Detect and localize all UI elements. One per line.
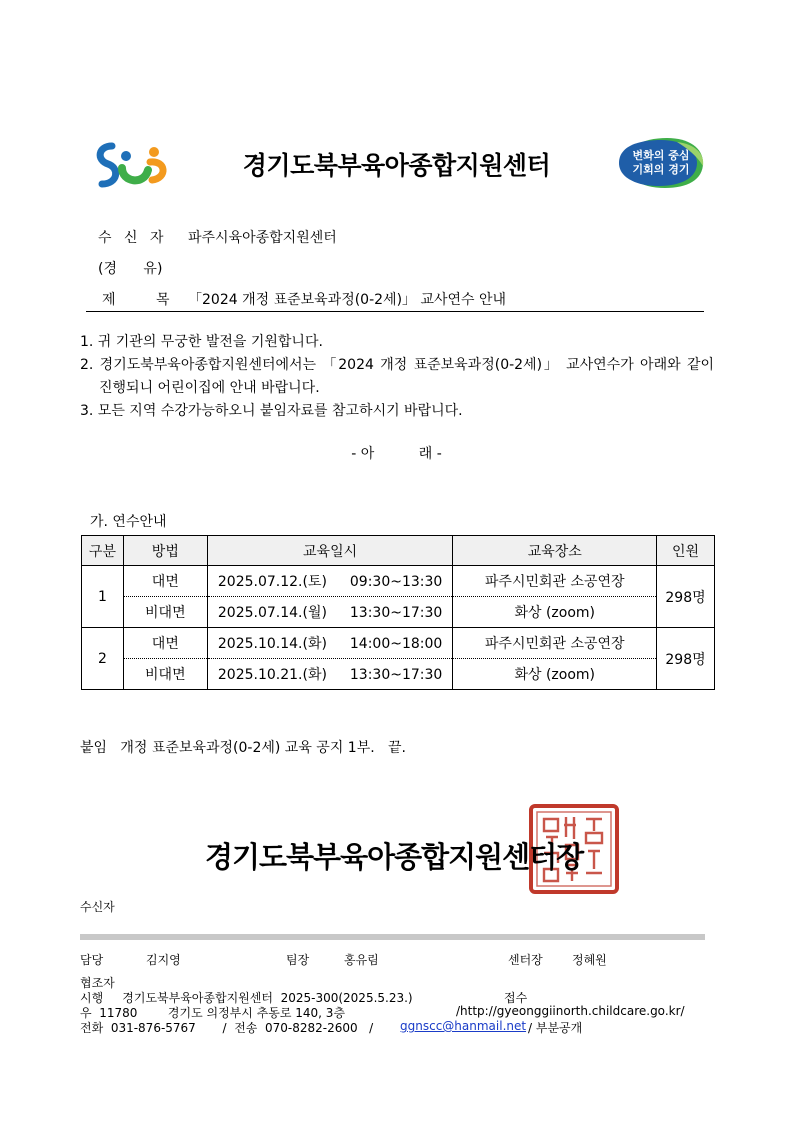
group-no: 2 (82, 628, 124, 690)
approval-row (80, 951, 705, 967)
recipients-label: 수신자 (80, 900, 115, 914)
date-text: 2025.07.14.(월) (217, 605, 327, 621)
method-cell: 대면 (123, 566, 207, 597)
below-note: - 아 래 - (351, 446, 442, 462)
badge-line2: 기회의 경기 (632, 163, 690, 176)
attachment-note: 붙임 개정 표준보육과정(0-2세) 교육 공지 1부. 끝. (80, 740, 407, 756)
date-text: 2025.07.12.(토) (217, 574, 327, 590)
email-link[interactable]: ggnscc@hanmail.net (400, 1019, 527, 1033)
via-row (98, 258, 188, 278)
col-header-count: 인원 (657, 536, 715, 566)
datetime-cell (207, 566, 453, 597)
place-cell: 파주시민회관 소공연장 (453, 628, 657, 659)
org-title: 경기도북부육아종합지원센터 (242, 151, 551, 180)
team-name: 홍유림 (344, 953, 379, 967)
place-cell: 화상 (zoom) (453, 659, 657, 690)
body-line-3: 3. 모든 지역 수강가능하오니 붙임자료를 참고하시기 바랍니다. (80, 403, 463, 419)
enforce-row (80, 989, 705, 1005)
postal-address: 우 11780 경기도 의정부시 추동로 140, 3층 (80, 1006, 346, 1020)
subject-value: 「2024 개정 표준보육과정(0-2세)」 교사연수 안내 (188, 292, 507, 308)
place-cell: 화상 (zoom) (453, 597, 657, 628)
table-row (82, 659, 715, 690)
table-row (82, 597, 715, 628)
count-cell: 298명 (657, 566, 715, 628)
table-header-row (82, 536, 715, 566)
director-name: 정혜원 (572, 953, 607, 967)
footer-bar (80, 934, 705, 940)
date-text: 2025.10.14.(화) (217, 636, 327, 652)
gyeonggi-logo (617, 136, 705, 190)
coop-label: 협조자 (80, 976, 115, 990)
team-label: 팀장 (286, 953, 310, 967)
method-cell: 비대면 (123, 597, 207, 628)
phone-fax: 전화 031-876-5767 / 전송 070-8282-2600 / (80, 1021, 374, 1035)
section-title: 가. 연수안내 (90, 514, 167, 530)
address-row (80, 1004, 705, 1020)
col-header-no: 구분 (82, 536, 124, 566)
charge-label: 담당 (80, 953, 104, 967)
subject-label: 제 목 (102, 292, 170, 308)
schedule-table (81, 535, 715, 690)
recipient-row (98, 227, 337, 247)
method-cell: 비대면 (123, 659, 207, 690)
signatory-title: 경기도북부육아종합지원센터장 (205, 840, 584, 874)
body-line-2-cont: 진행되니 어린이집에 안내 바랍니다. (99, 380, 320, 396)
receipt-label: 접수 (504, 991, 528, 1005)
badge-line1: 변화의 중심 (632, 149, 690, 162)
homepage-url[interactable]: /http://gyeonggiinorth.childcare.go.kr/ (456, 1004, 685, 1018)
charge-name: 김지영 (146, 953, 181, 967)
disclosure-text: / 부분공개 (528, 1021, 583, 1035)
col-header-place: 교육장소 (453, 536, 657, 566)
datetime-cell (207, 659, 453, 690)
date-text: 2025.10.21.(화) (217, 667, 327, 683)
body-line-1: 1. 귀 기관의 무궁한 발전을 기원합니다. (80, 334, 323, 350)
method-cell: 대면 (123, 628, 207, 659)
table-row (82, 566, 715, 597)
director-label: 센터장 (508, 953, 543, 967)
recipient-value: 파주시육아종합지원센터 (188, 230, 337, 246)
time-text: 09:30~13:30 (349, 574, 443, 590)
place-cell: 파주시민회관 소공연장 (453, 566, 657, 597)
recipient-label: 수 신 자 (98, 230, 164, 246)
contact-row (80, 1019, 705, 1035)
enforce-text: 시행 경기도북부육아종합지원센터 2025-300(2025.5.23.) (80, 991, 413, 1005)
header-divider (86, 311, 704, 312)
count-cell: 298명 (657, 628, 715, 690)
col-header-datetime: 교육일시 (207, 536, 453, 566)
subject-row (102, 289, 506, 309)
datetime-cell (207, 597, 453, 628)
datetime-cell (207, 628, 453, 659)
via-label: (경 유) (98, 261, 163, 277)
table-row (82, 628, 715, 659)
col-header-method: 방법 (123, 536, 207, 566)
time-text: 14:00~18:00 (349, 636, 443, 652)
group-no: 1 (82, 566, 124, 628)
time-text: 13:30~17:30 (349, 667, 443, 683)
body-line-2: 2. 경기도북부육아종합지원센터에서는 「2024 개정 표준보육과정(0-2세)」 교사연수가 아래와 같이 (80, 357, 714, 373)
time-text: 13:30~17:30 (349, 605, 443, 621)
